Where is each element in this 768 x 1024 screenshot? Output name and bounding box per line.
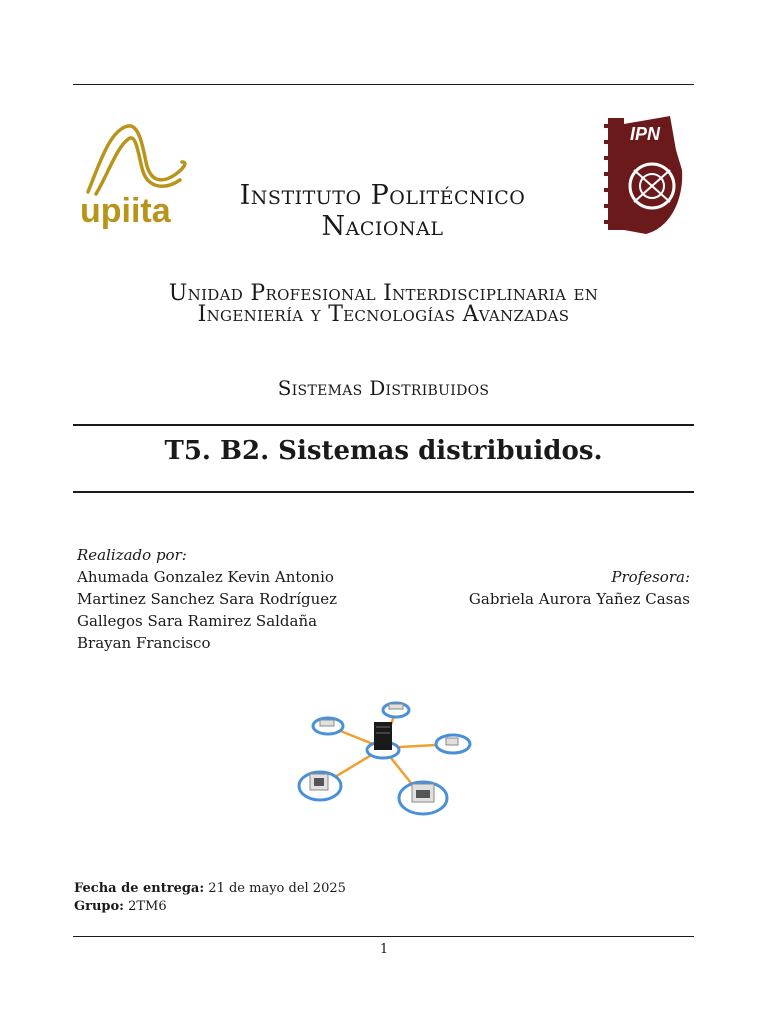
course-name: Sistemas Distribuidos <box>277 376 490 400</box>
document-title: T5. B2. Sistemas distribuidos. <box>164 436 603 466</box>
svg-text:IPN: IPN <box>630 124 661 144</box>
institution-line-2: Nacional <box>321 211 444 242</box>
unit-title <box>73 283 694 325</box>
unit-line-2: Ingeniería y Tecnologías Avanzadas <box>197 302 570 327</box>
author-name: Gallegos Sara Ramirez Saldaña <box>77 612 318 630</box>
group-row <box>74 898 346 916</box>
delivery-date-value: 21 de mayo del 2025 <box>208 881 346 896</box>
group-label: Grupo: <box>74 899 124 914</box>
teacher-label: Profesora: <box>611 568 690 586</box>
author-name: Brayan Francisco <box>77 634 211 652</box>
top-rule <box>73 84 694 85</box>
author-name: Ahumada Gonzalez Kevin Antonio <box>77 568 334 586</box>
upiita-logo <box>80 122 200 230</box>
teacher-block <box>469 566 690 610</box>
footer-rule <box>73 936 694 937</box>
institution-line-1: Instituto Politécnico <box>239 180 526 211</box>
title-rule-bottom <box>73 491 694 493</box>
network-diagram-icon <box>288 692 478 832</box>
authors-block <box>77 544 337 654</box>
group-value: 2TM6 <box>128 899 167 914</box>
svg-text:upiita: upiita <box>80 192 171 230</box>
ipn-logo <box>600 110 688 238</box>
unit-line-1: Unidad Profesional Interdisciplinaria en <box>168 281 599 306</box>
delivery-date-label: Fecha de entrega: <box>74 881 205 896</box>
delivery-date-row <box>74 880 346 898</box>
teacher-name: Gabriela Aurora Yañez Casas <box>468 590 690 608</box>
author-name: Martinez Sanchez Sara Rodríguez <box>77 590 338 608</box>
delivery-info <box>74 880 346 916</box>
title-rule-top <box>73 424 694 426</box>
page-number: 1 <box>379 942 389 957</box>
authors-label: Realizado por: <box>77 546 187 564</box>
institution-title <box>195 180 570 242</box>
